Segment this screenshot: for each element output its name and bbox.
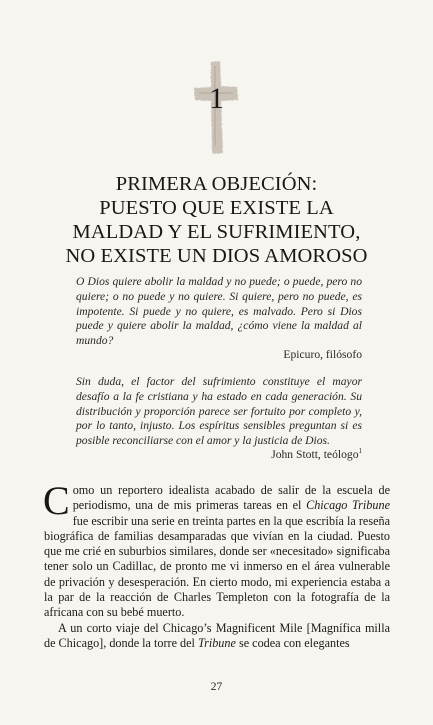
- epigraph-text: Sin duda, el factor del sufrimiento constituye el mayor desafío a la fe cristiana y ha estado en cada generación. Su distribución y proporción parece ser fortuito por completo y, por lo tanto, injusto. Los espíritus sensibles preguntan si es posible reconciliarse con el amor y la justicia de Dios.: [76, 375, 362, 448]
- body-text: [43, 478, 390, 651]
- chapter-title: [20, 172, 413, 268]
- epigraph-attribution: [271, 448, 362, 462]
- newspaper-name: Tribune: [197, 635, 236, 650]
- text-run: se codea con elegantes: [235, 635, 350, 650]
- title-line: PUESTO QUE EXISTE LA: [99, 197, 334, 219]
- paragraph: [43, 478, 390, 621]
- epigraph-text: O Dios quiere abolir la maldad y no puede; o puede, pero no quiere; o no puede y no quiere. Si quiere, pero no puede, es impotente. Si puede y no quiere, es malvado. Pero si Dios puede y quiere abolir la maldad, ¿cómo viene la maldad al mundo?: [76, 275, 362, 348]
- newspaper-name: Chicago Tribune: [306, 498, 390, 513]
- epigraph-epicurus: [76, 275, 362, 349]
- title-line: MALDAD Y EL SUFRIMIENTO,: [72, 221, 361, 243]
- title-line: PRIMERA OBJECIÓN:: [115, 173, 318, 195]
- text-run: fue escribir una serie en treinta partes en la que escribía la reseña biográfica de familias desamparadas que vivían en la ciudad. Puesto que me crié en suburbios similares, donde ser «necesitado» significaba tener solo un Cadillac, de pronto me vi inmerso en el área vulnerable de privación y desesperación. En cierto modo, mi experiencia estaba a la par de la reacción de Charles Templeton con la fotografía de la africana con su bebé muerto.: [44, 513, 390, 620]
- epigraph-attribution: [283, 348, 362, 362]
- chapter-number: 1: [209, 82, 224, 115]
- text-run: A un corto viaje del Chicago’s Magnificent Mile [Magnífica milla de Chicago], donde la torre del: [44, 620, 390, 650]
- page-number: 27: [210, 681, 223, 693]
- title-line: NO EXISTE UN DIOS AMOROSO: [65, 245, 368, 267]
- attribution-text: Epicuro, filósofo: [283, 348, 362, 361]
- text-run: omo un reportero idealista acabado de salir de la escuela de periodismo, una de mis primeras tareas en el: [72, 483, 390, 513]
- attribution-text: John Stott, teólogo: [271, 448, 359, 461]
- footnote-marker[interactable]: 1: [358, 447, 362, 456]
- epigraph-stott: [76, 375, 362, 449]
- drop-cap: C: [43, 478, 70, 523]
- paragraph: [44, 621, 390, 652]
